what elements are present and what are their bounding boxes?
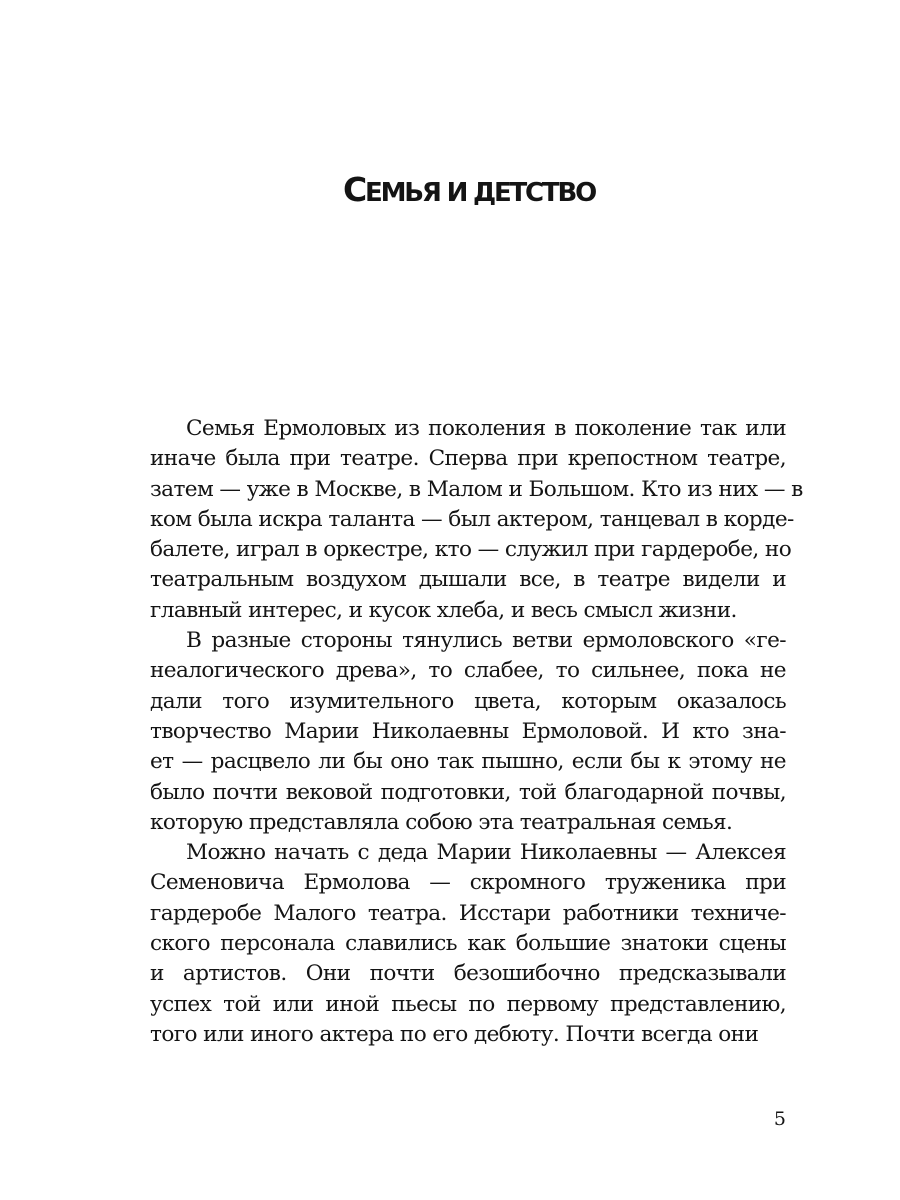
text-line: и артистов. Они почти безошибочно предсказывали — [150, 961, 786, 987]
text-line: иначе была при театре. Сперва при крепостном театре, — [150, 446, 786, 472]
text-line: неалогического древа», то слабее, то сильнее, пока не — [150, 658, 786, 684]
paragraph — [150, 414, 803, 626]
text-line: того или иного актера по его дебюту. Почти всегда они — [150, 1021, 759, 1047]
text-line: Семеновича Ермолова — скромного труженика при — [150, 870, 786, 896]
text-line: ет — расцвело ли бы оно так пышно, если бы к этому не — [150, 749, 786, 775]
text-line: ком была искра таланта — был актером, танцевал в корде- — [150, 506, 794, 532]
text-line: театральным воздухом дышали все, в театре видели и — [150, 567, 786, 593]
text-line: ского персонала славились как большие знатоки сцены — [150, 931, 786, 957]
text-line: Можно начать с деда Марии Николаевны — Алексея — [186, 840, 786, 866]
chapter-title-initial: С — [343, 170, 366, 209]
paragraph — [150, 626, 786, 838]
text-line: главный интерес, и кусок хлеба, и весь смысл жизни. — [150, 597, 737, 623]
text-line: дали того изумительного цвета, которым оказалось — [150, 688, 786, 714]
text-line: В разные стороны тянулись ветви ермоловского «ге- — [186, 628, 786, 654]
text-line: гардеробе Малого театра. Исстари работники техниче- — [150, 900, 786, 926]
text-line: затем — уже в Москве, в Малом и Большом. Кто из них — в — [150, 476, 803, 502]
chapter-title-rest: ЕМЬЯ И ДЕТСТВО — [365, 178, 595, 208]
paragraph — [150, 838, 786, 1050]
page-number: 5 — [773, 1108, 786, 1130]
chapter-title — [0, 168, 900, 215]
text-line: творчество Марии Николаевны Ермоловой. И кто зна- — [150, 718, 786, 744]
text-line: которую представляла собою эта театральная семья. — [150, 809, 733, 835]
text-line: балете, играл в оркестре, кто — служил при гардеробе, но — [150, 537, 792, 563]
body-text — [150, 414, 803, 1050]
text-line: успех той или иной пьесы по первому представлению, — [150, 991, 786, 1017]
text-line: было почти вековой подготовки, той благодарной почвы, — [150, 779, 786, 805]
text-line: Семья Ермоловых из поколения в поколение так или — [186, 416, 786, 441]
